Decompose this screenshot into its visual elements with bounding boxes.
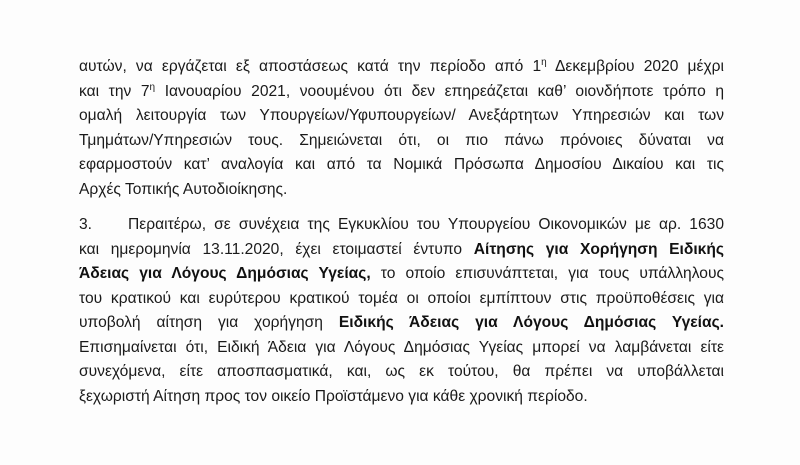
text-line: Τμημάτων/Υπηρεσιών τους. Σημειώνεται ότι, οι πιο πάνω πρόνοιες δύναται να	[79, 131, 724, 149]
text-line: ξεχωριστή Αίτηση προς τον οικείο Προϊστάμενο για κάθε χρονική περίοδο.	[79, 387, 588, 405]
text-line: Επισημαίνεται ότι, Ειδική Άδεια για Λόγους Δημόσιας Υγείας μπορεί να λαμβάνεται είτε	[79, 338, 724, 356]
bold-form-title: Άδειας για Λόγους Δημόσιας Υγείας,	[79, 265, 371, 282]
text-line: ομαλή λειτουργία των Υπουργείων/Υφυπουργείων/ Ανεξάρτητων Υπηρεσιών και των	[79, 107, 724, 124]
text-line: Άδειας για Λόγους Δημόσιας Υγείας, το οποίο επισυνάπτεται, για τους υπάλληλους	[79, 265, 724, 282]
text-line: και ημερομηνία 13.11.2020, έχει ετοιμαστεί έντυπο Αίτησης για Χορήγηση Ειδικής	[79, 240, 724, 258]
text-line: συνεχόμενα, είτε αποσπασματικά, και, ως εκ τούτου, θα πρέπει να υποβάλλεται	[79, 363, 724, 380]
text-line: υποβολή αίτηση για χορήγηση Ειδικής Άδειας για Λόγους Δημόσιας Υγείας.	[79, 314, 725, 331]
text-line: και την $7^\eta$ Ιανουαρίου 2021, νοουμένου ότι δεν επηρεάζεται καθ’ οιονδήποτε τρόπο η	[79, 81, 724, 100]
text-line: αυτών, να εργάζεται εξ αποστάσεως κατά την περίοδο από $1^\eta$ Δεκεμβρίου 2020 μέχρι	[79, 56, 724, 75]
bold-form-title: Αίτησης για Χορήγηση Ειδικής	[473, 240, 724, 258]
paragraph-number: 3.	[79, 216, 93, 233]
bold-leave-title: Ειδικής Άδειας για Λόγους Δημόσιας Υγείας.	[338, 314, 725, 331]
text-line: του κρατικού και ευρύτερου κρατικού τομέα οι οποίοι εμπίπτουν στις προϋποθέσεις για	[79, 289, 724, 307]
text-line: εφαρμοστούν κατ’ αναλογία και από τα Νομικά Πρόσωπα Δημοσίου Δικαίου και τις	[79, 156, 724, 173]
paragraph-3	[79, 213, 724, 409]
paragraph-continuation	[79, 55, 724, 202]
text-line: Αρχές Τοπικής Αυτοδιοίκησης.	[79, 180, 288, 198]
text-line: 3. Περαιτέρω, σε συνέχεια της Εγκυκλίου του Υπουργείου Οικονομικών με αρ. 1630	[79, 213, 724, 238]
